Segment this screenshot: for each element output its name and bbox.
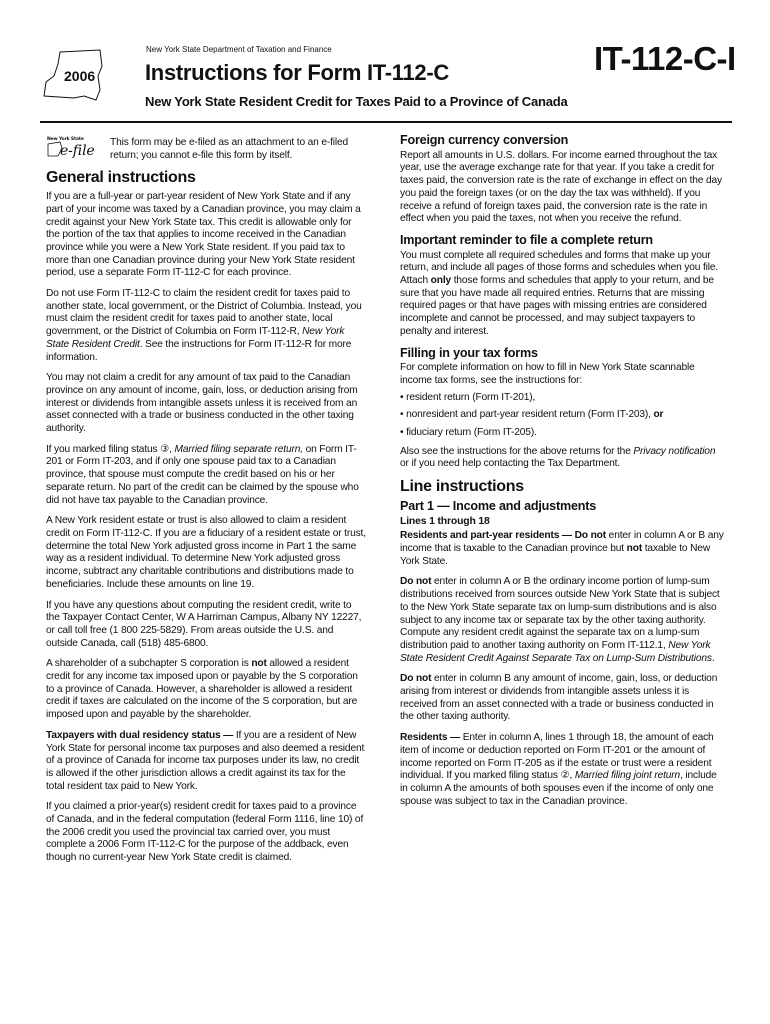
line-paragraph [400, 732, 724, 808]
general-paragraph: You may not claim a credit for any amount of tax paid to the Canadian province on any amount of income, gain, loss, or deduction arising from interest or dividends from intangible assets unless it is received from an asset connected with a trade or business conducted in the other taxing authority. [46, 372, 358, 435]
emphasis-bold: not [626, 542, 643, 554]
page-subtitle: New York State Resident Credit for Taxes Paid to a Province of Canada [145, 94, 568, 109]
emphasis-bold: not [251, 658, 267, 670]
text-run: Enter in column A, lines 1 through 18, the amount of each item of income or deduction reported on Form IT-201 or the amount of income reported on Form IT-205 as if the estate or trust were a resident individual. If you marked filing status ②, [400, 732, 714, 782]
text-run: If you are a resident of New York State for personal income tax purposes and also deemed a resident of a province of Canada for income tax purposes under its law, no credit is allowed if the other jurisdiction allows a credit against its tax for the total resident tax paid to New York. [46, 729, 365, 792]
text-run: enter in column B any amount of income, gain, loss, or deduction arising from interest or dividends from intangible assets unless it is received from an asset connected with a trade or business conducted in the other taxing authority. [400, 673, 718, 723]
emphasis-bold: Do not [400, 673, 432, 685]
general-paragraph: If you have any questions about computing the resident credit, write to the Taxpayer Contact Center, W A Harriman Campus, Albany NY 12227, or call toll free (1 800 225-5829). From areas outside the U.S. and outside Canada, call (518) 485-6800. [46, 599, 362, 649]
general-instructions-heading: General instructions [46, 169, 196, 187]
form-title-italic: New York State Resident Credit Against Separate Tax on Lump-Sum Distributions [400, 639, 712, 664]
header-rule [40, 121, 732, 123]
text-run: allowed a resident credit for any income tax imposed upon or payable by the S corporation to a province of Canada. However, a shareholder is allowed a resident credit if taxes are calculated on the income of the S corporation, but are imposed upon and payable by the shareholder. [46, 658, 358, 721]
line-paragraph [400, 673, 724, 724]
text-run: Also see the instructions for the above returns for the [400, 445, 634, 457]
form-number: IT-112-C-I [594, 40, 736, 77]
text-run: taxable to New York State. [400, 542, 711, 567]
general-paragraph [46, 658, 366, 722]
emphasis-bold: Residents — [400, 732, 461, 744]
text-run: on Form IT-201 or Form IT-203, and if only one spouse paid tax to a Canadian province, that spouse must compute the credit based on his or her separate return. No part of the credit can be claimed by the spouse who did not have tax payable to the Canadian province. [46, 443, 359, 506]
text-run: . See the instructions for Form IT-112-R for more information. [46, 338, 352, 363]
filling-heading: Filling in your tax forms [400, 345, 538, 360]
text-run: , include in column A the amounts of both spouses even if the income of only one spouse was subject to tax in the Canadian province. [400, 770, 717, 807]
reminder-heading: Important reminder to file a complete return [400, 232, 653, 247]
line-paragraph [400, 576, 724, 665]
text-run: . [711, 652, 715, 664]
efile-logo-icon [46, 134, 98, 160]
efile-logo-text: e-file [60, 143, 95, 159]
text-run: Do not use Form IT-112-C to claim the resident credit for taxes paid to another state, local government, or the District of Columbia. Instead, you must claim the resident credit for taxes paid to another state, local government, or the District of Columbia on Form IT-112-R, [46, 288, 362, 338]
form-title-italic: New York State Resident Credit [46, 326, 345, 350]
foreign-currency-heading: Foreign currency conversion [400, 133, 569, 147]
left-column [46, 134, 366, 873]
privacy-notification-italic: Privacy notification [633, 445, 716, 457]
text-run: You must complete all required schedules and forms that make up your return, and include all pages of those forms and schedules when you file. Attach [400, 249, 719, 287]
list-item: • fiduciary return (Form IT-205). [400, 427, 537, 439]
general-paragraph: A New York resident estate or trust is also allowed to claim a resident credit on Form IT-112-C. If you are a fiduciary of a resident estate or trust, determine the total New York adjusted gross income in Part 1 the same way as a resident individual. To determine New York adjusted gross income, subtract any charitable contributions and distributions made to beneficiaries. Include these amounts on line 19. [46, 515, 366, 590]
text-run: • nonresident and part-year resident return (Form IT-203), [400, 409, 654, 421]
reminder-paragraph [400, 250, 724, 339]
efile-logo-small-text: New York State [47, 137, 84, 142]
line-instructions-heading: Line instructions [400, 478, 524, 496]
right-column [400, 134, 724, 816]
general-paragraph: If you are a full-year or part-year resident of New York State and if any part of your income was taxed by a Canadian province, you may claim a credit against your New York State tax. This credit is allowable only for the portion of the tax that applies to income received in the Canadian province while you were a New York State resident. If you paid tax to more than one Canadian province during your New York State resident period, use a separate Form IT-112-C for each province. [46, 191, 361, 279]
return-list [400, 392, 724, 440]
efile-text: This form may be e-filed as an attachment to an e-filed return; you cannot e-file this form by itself. [110, 137, 349, 161]
emphasis-bold: or [653, 409, 664, 421]
list-item [400, 409, 724, 422]
text-run: enter in column A or B the ordinary income portion of lump-sum distributions received from sources outside New York State that is subject to the New York State separate tax on lump-sum distributions and is also subject to any income tax or separate tax by the other taxing authority. Compute any resident credit against the separate tax on a lump-sum distribution paid to another taxing authority on Form IT-112.1, [400, 576, 720, 651]
emphasis-bold: only [430, 275, 452, 287]
part1-heading: Part 1 — Income and adjustments [400, 498, 597, 513]
general-paragraph [46, 444, 366, 508]
emphasis-bold: Residents and part-year residents — Do not [400, 530, 606, 542]
dual-residency-label: Taxpayers with dual residency status — [46, 729, 234, 741]
year-label: 2006 [64, 68, 96, 84]
text-run: enter in column A or B any income that is taxable to the Canadian province but [400, 530, 724, 554]
general-paragraph [46, 730, 366, 794]
new-york-state-outline-icon [40, 46, 130, 106]
filling-paragraph [400, 446, 724, 471]
text-run: or if you need help contacting the Tax Department. [400, 458, 620, 470]
text-run: those forms and schedules that apply to your return, and be sure that you have made all required entries. Returns that are missing required pages or that have pages with missing entries are considered incomplete and cannot be processed, and may subject taxpayers to penalty and interest. [400, 275, 714, 337]
page-title: Instructions for Form IT-112-C [145, 60, 449, 85]
list-item: • resident return (Form IT-201), [400, 391, 536, 403]
lines-heading: Lines 1 through 18 [400, 515, 490, 527]
line-paragraph [400, 530, 724, 568]
emphasis-bold: Do not [400, 576, 432, 588]
text-run: If you marked filing status ③, [46, 443, 175, 455]
efile-notice [46, 134, 366, 162]
general-paragraph [46, 288, 366, 364]
text-run: A shareholder of a subchapter S corporation is [46, 658, 252, 670]
filing-status-italic: Married filing joint return [574, 770, 681, 782]
general-paragraph: If you claimed a prior-year(s) resident credit for taxes paid to a province of Canada, and in the federal computation (federal Form 1116, line 10) of the 2006 credit you used the provincial tax carried over, you must complete a 2006 Form IT-112-C for the purpose of the addback, even though no current-year New York State credit is claimed. [46, 801, 364, 864]
department-name: New York State Department of Taxation and Finance [146, 45, 332, 54]
filling-paragraph: For complete information on how to fill in New York State scannable income tax forms, see the instructions for: [400, 362, 695, 386]
foreign-currency-paragraph: Report all amounts in U.S. dollars. For income earned throughout the tax year, use the average exchange rate for that year. If you take a credit for taxes paid, the conversion rate is the rate of exchange in effect on the day you paid the foreign taxes (or on the day the tax was withheld). If you receive a refund of foreign taxes paid, the conversion rate is the rate in effect when you paid the taxes, not when you receive the refund. [400, 149, 722, 225]
filing-status-italic: Married filing separate return, [174, 443, 303, 455]
